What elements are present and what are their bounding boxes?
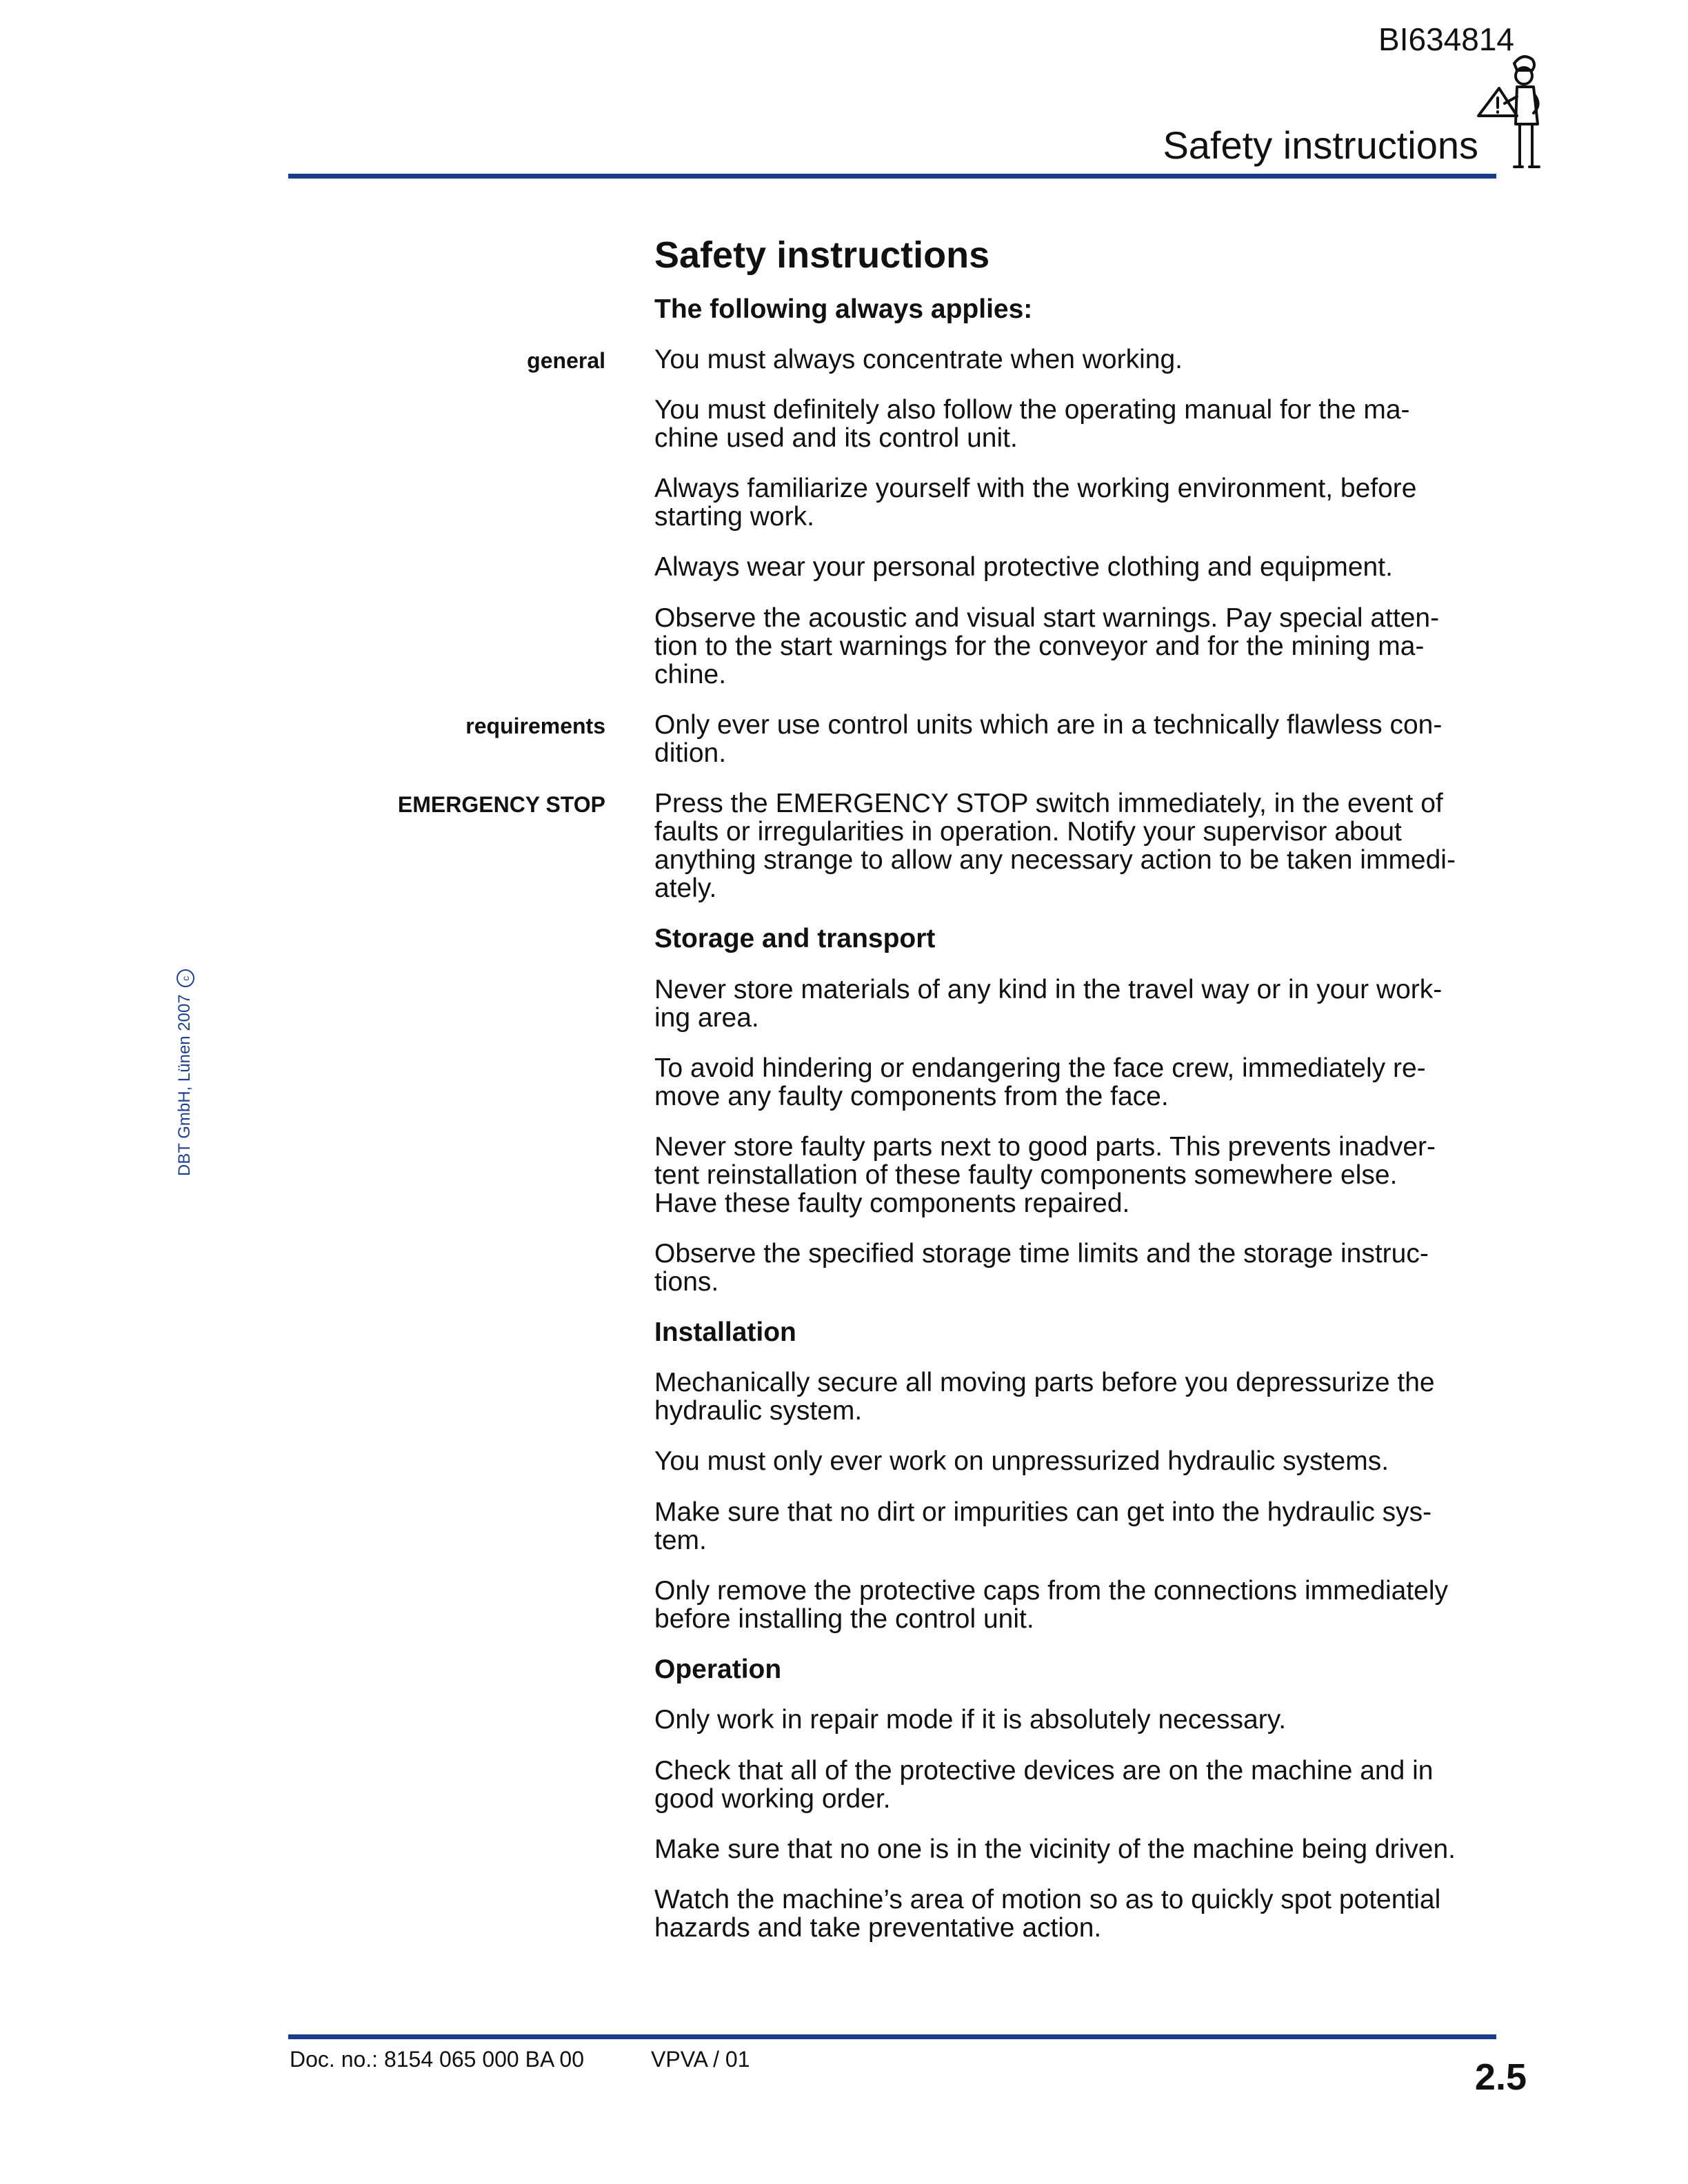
document-id: BI634814 [1378,21,1514,57]
paragraph: Check that all of the protective devices are on the machine and in good working order. [654,1756,1434,1814]
paragraph: Never store faulty parts next to good parts. This prevents inadver- tent reinstallation of these faulty components somewhere else. Have these faulty components repaired. [654,1132,1436,1218]
footer-doc-number: Doc. no.: 8154 065 000 BA 00 [290,2047,584,2072]
paragraph: You must definitely also follow the operating manual for the ma- chine used and its control unit. [654,395,1410,453]
paragraph: You must always concentrate when working. [654,345,1183,374]
page-title: Safety instructions [654,234,990,276]
paragraph: Make sure that no dirt or impurities can get into the hydraulic sys- tem. [654,1497,1432,1555]
paragraph: You must only ever work on unpressurized hydraulic systems. [654,1446,1389,1476]
header-rule [288,174,1496,179]
paragraph: Only work in repair mode if it is absolutely necessary. [654,1705,1287,1735]
paragraph: To avoid hindering or endangering the face crew, immediately re- move any faulty components from the face. [654,1053,1426,1111]
installation-heading: Installation [654,1317,796,1347]
paragraph: Watch the machine’s area of motion so as to quickly spot potential hazards and take preventative action. [654,1885,1441,1943]
paragraph: Never store materials of any kind in the travel way or in your work- ing area. [654,975,1443,1033]
storage-transport-heading: Storage and transport [654,924,936,953]
paragraph: Observe the specified storage time limits and the storage instruc- tions. [654,1239,1429,1297]
paragraph: Press the EMERGENCY STOP switch immediately, in the event of faults or irregularities in operation. Notify your supervisor about anything strange to allow any necessary action to be taken immedi- ately. [654,789,1456,903]
header-title: Safety instructions [1163,123,1478,167]
paragraph: Only remove the protective caps from the connections immediately before installing the control unit. [654,1576,1449,1634]
sidebar-label-emergency-stop: EMERGENCY STOP [397,792,605,817]
paragraph: Always familiarize yourself with the working environment, before starting work. [654,474,1417,532]
copyright-text: DBT GmbH, Lünen 2007 [175,994,194,1176]
paragraph: Make sure that no one is in the vicinity of the machine being driven. [654,1834,1456,1864]
sidebar-label-requirements: requirements [465,714,605,738]
footer-rule [288,2034,1496,2039]
copyright-symbol-icon: c [177,969,194,987]
page-number: 2.5 [1474,2056,1527,2098]
worker-with-warning-sign-icon [1474,48,1543,171]
operation-heading: Operation [654,1655,782,1684]
footer-version: VPVA / 01 [651,2047,750,2072]
paragraph: Observe the acoustic and visual start warnings. Pay special atten- tion to the start warnings for the conveyor and for the mining ma- chine. [654,603,1440,689]
always-applies-heading: The following always applies: [654,294,1033,324]
copyright-notice [175,969,194,1176]
paragraph: Always wear your personal protective clothing and equipment. [654,552,1393,582]
paragraph: Mechanically secure all moving parts before you depressurize the hydraulic system. [654,1368,1435,1426]
sidebar-label-general: general [527,348,605,373]
paragraph: Only ever use control units which are in a technically flawless con- dition. [654,710,1443,768]
